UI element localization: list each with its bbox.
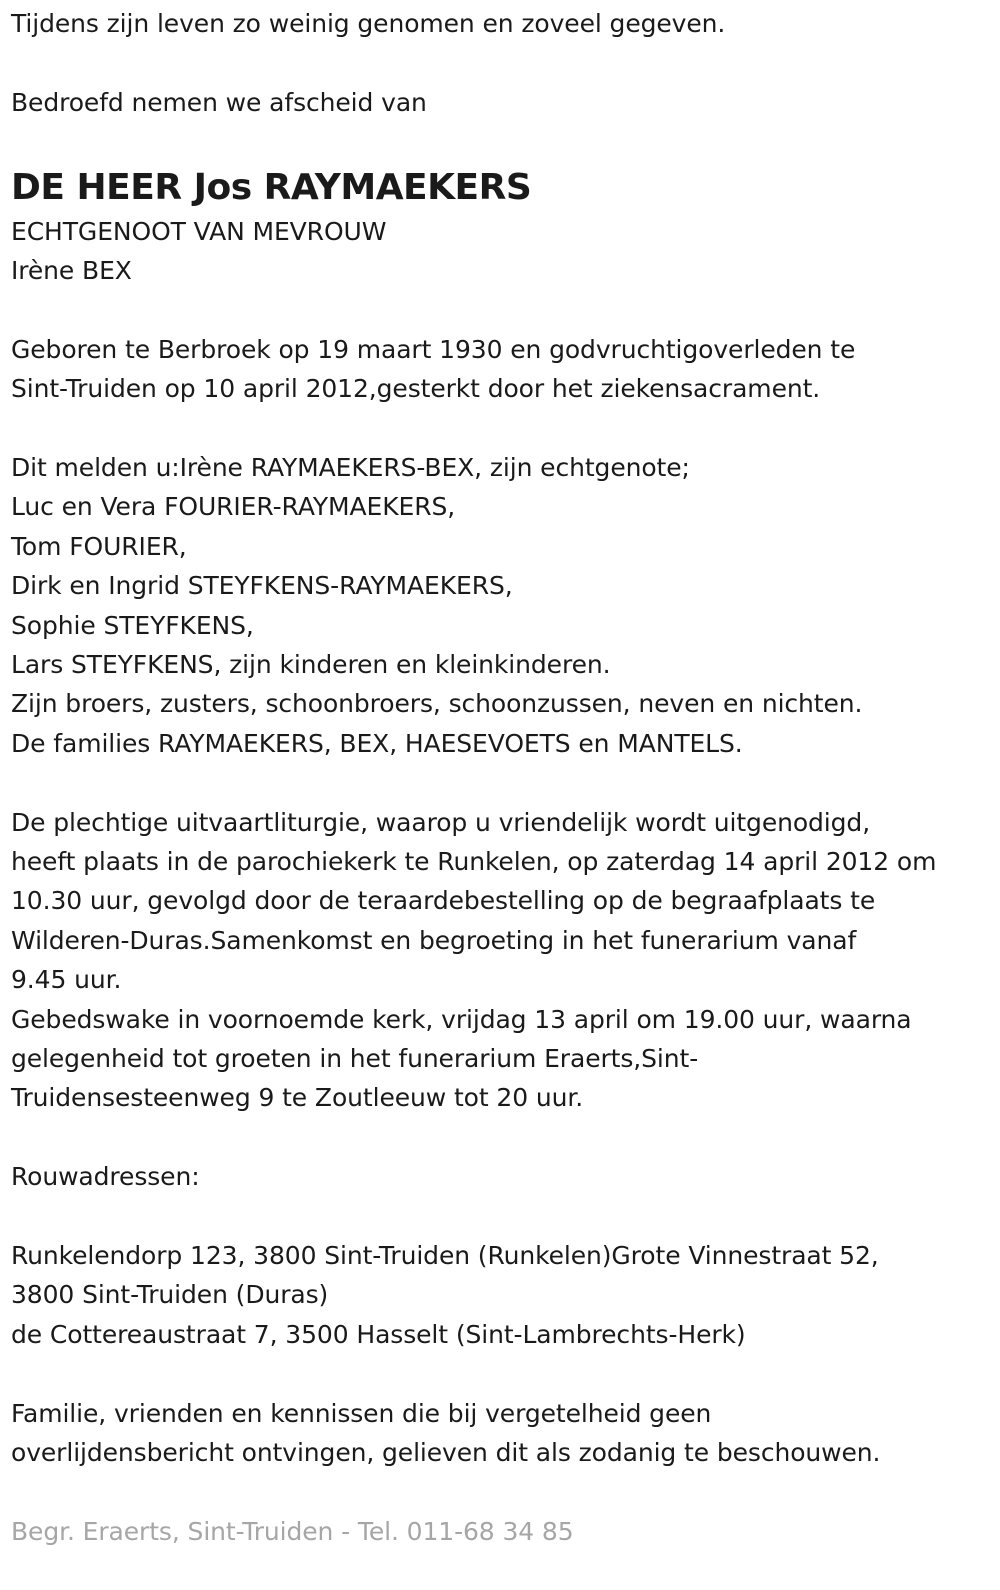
ceremony-line: 9.45 uur. — [11, 965, 122, 995]
family-line: Lars STEYFKENS, zijn kinderen en kleinkinderen. — [11, 650, 611, 680]
family-line: Luc en Vera FOURIER-RAYMAEKERS, — [11, 492, 456, 522]
family-line: De families RAYMAEKERS, BEX, HAESEVOETS en MANTELS. — [11, 728, 743, 758]
address-line: de Cottereaustraat 7, 3500 Hasselt (Sint-Lambrechts-Herk) — [11, 1319, 746, 1349]
spacer — [11, 1354, 991, 1393]
deceased-name: DE HEER Jos RAYMAEKERS — [11, 166, 532, 208]
closing-line: Familie, vrienden en kennissen die bij vergetelheid geen — [11, 1398, 712, 1428]
address-line: Runkelendorp 123, 3800 Sint-Truiden (Runkelen)Grote Vinnestraat 52, — [11, 1241, 879, 1271]
family-line: Sophie STEYFKENS, — [11, 610, 254, 640]
spouse-title: ECHTGENOOT VAN MEVROUW — [11, 216, 387, 246]
ceremony-line: gelegenheid tot groeten in het funerarium Eraerts,Sint- — [11, 1044, 699, 1074]
family-line: Dirk en Ingrid STEYFKENS-RAYMAEKERS, — [11, 571, 513, 601]
ceremony-line: Truidensesteenweg 9 te Zoutleeuw tot 20 uur. — [11, 1083, 584, 1113]
ceremony-line: De plechtige uitvaartliturgie, waarop u vriendelijk wordt uitgenodigd, — [11, 807, 871, 837]
spouse-name: Irène BEX — [11, 256, 132, 285]
spacer — [11, 1473, 991, 1512]
spacer — [11, 290, 991, 329]
spacer — [11, 1197, 991, 1236]
closing-line: overlijdensbericht ontvingen, gelieven dit als zodanig te beschouwen. — [11, 1438, 881, 1468]
addresses-heading: Rouwadressen: — [11, 1162, 200, 1192]
ceremony-line: Wilderen-Duras.Samenkomst en begroeting in het funerarium vanaf — [11, 925, 857, 955]
spacer — [11, 763, 991, 802]
spacer — [11, 1118, 991, 1157]
funeral-home-footer: Begr. Eraerts, Sint-Truiden - Tel. 011-68 34 85 — [11, 1516, 574, 1546]
spacer — [11, 122, 991, 161]
motto: Tijdens zijn leven zo weinig genomen en zoveel gegeven. — [11, 9, 726, 38]
ceremony-line: 10.30 uur, gevolgd door de teraardebestelling op de begraafplaats te — [11, 886, 876, 916]
ceremony-line: heeft plaats in de parochiekerk te Runkelen, op zaterdag 14 april 2012 om — [11, 847, 937, 877]
birth-death-line: Geboren te Berbroek op 19 maart 1930 en godvruchtigoverleden te — [11, 334, 856, 364]
spacer — [11, 43, 991, 82]
family-line: Zijn broers, zusters, schoonbroers, schoonzussen, neven en nichten. — [11, 689, 863, 719]
death-notice — [11, 4, 991, 1551]
spacer — [11, 409, 991, 448]
family-line: Dit melden u:Irène RAYMAEKERS-BEX, zijn echtgenote; — [11, 453, 690, 482]
family-line: Tom FOURIER, — [11, 531, 187, 561]
intro-text: Bedroefd nemen we afscheid van — [11, 87, 427, 117]
birth-death-line: Sint-Truiden op 10 april 2012,gesterkt door het ziekensacrament. — [11, 374, 821, 404]
address-line: 3800 Sint-Truiden (Duras) — [11, 1280, 329, 1310]
ceremony-line: Gebedswake in voornoemde kerk, vrijdag 13 april om 19.00 uur, waarna — [11, 1004, 912, 1034]
